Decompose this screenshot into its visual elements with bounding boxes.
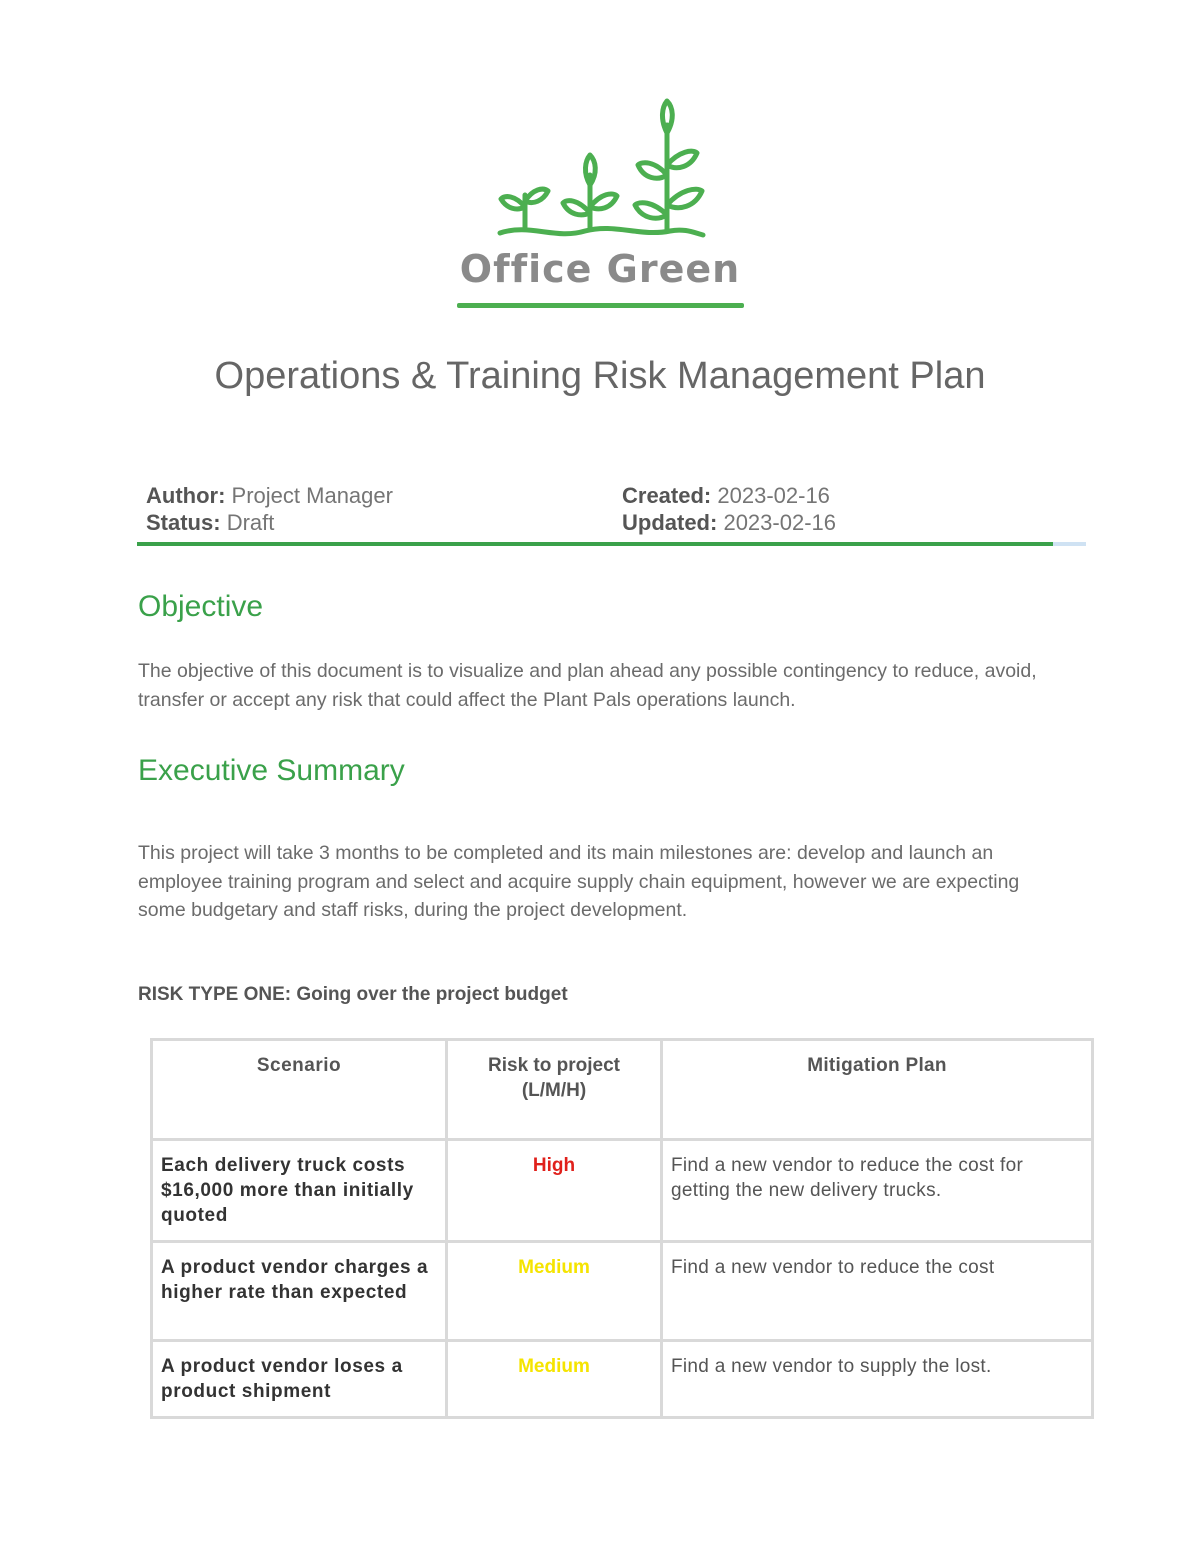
risk-table	[150, 1038, 1094, 1419]
risk-level-cell: Medium	[447, 1341, 662, 1418]
risk-level-cell: Medium	[447, 1242, 662, 1341]
objective-heading: Objective	[138, 590, 264, 623]
author-label: Author:	[146, 483, 226, 508]
table-row	[152, 1242, 1093, 1341]
brand-underline	[457, 303, 744, 308]
objective-text: The objective of this document is to visualize and plan ahead any possible contingency to reduce, avoid, transfer or accept any risk that could affect the Plant Pals operations launch.	[138, 660, 1037, 711]
summary-heading: Executive Summary	[138, 754, 405, 787]
mitigation-cell: Find a new vendor to reduce the cost	[662, 1242, 1093, 1341]
table-header-row	[152, 1040, 1093, 1140]
author-value: Project Manager	[231, 483, 393, 508]
scenario-cell: A product vendor loses a product shipment	[152, 1341, 447, 1418]
meta-divider-end	[1053, 542, 1086, 546]
created-line	[622, 482, 836, 509]
updated-line	[622, 509, 836, 536]
meta-left	[146, 482, 393, 536]
created-label: Created:	[622, 483, 712, 508]
summary-text: This project will take 3 months to be completed and its main milestones are: develop and launch an employee training program and select and acquire supply chain equipment, however we are expecting some budgetary and staff risks, during the project development.	[138, 842, 1020, 921]
created-value: 2023-02-16	[717, 483, 830, 508]
column-header-risk: Risk to project (L/M/H)	[447, 1040, 662, 1140]
plant-sprouts-icon	[455, 95, 745, 245]
meta-divider	[137, 542, 1053, 546]
risk-type-heading: RISK TYPE ONE: Going over the project budget	[138, 984, 568, 1005]
updated-label: Updated:	[622, 510, 718, 535]
document-title: Operations & Training Risk Management Plan	[214, 355, 986, 398]
status-label: Status:	[146, 510, 221, 535]
scenario-cell: Each delivery truck costs $16,000 more than initially quoted	[152, 1140, 447, 1242]
scenario-cell: A product vendor charges a higher rate than expected	[152, 1242, 447, 1341]
risk-level-cell: High	[447, 1140, 662, 1242]
company-logo	[455, 95, 745, 315]
mitigation-cell: Find a new vendor to reduce the cost for getting the new delivery trucks.	[662, 1140, 1093, 1242]
updated-value: 2023-02-16	[723, 510, 836, 535]
table-row	[152, 1341, 1093, 1418]
brand-name: Office Green	[459, 247, 741, 291]
column-header-plan: Mitigation Plan	[662, 1040, 1093, 1140]
meta-right	[622, 482, 836, 536]
author-line	[146, 482, 393, 509]
status-line	[146, 509, 393, 536]
status-value: Draft	[226, 510, 275, 535]
column-header-scenario: Scenario	[152, 1040, 447, 1140]
mitigation-cell: Find a new vendor to supply the lost.	[662, 1341, 1093, 1418]
table-row	[152, 1140, 1093, 1242]
